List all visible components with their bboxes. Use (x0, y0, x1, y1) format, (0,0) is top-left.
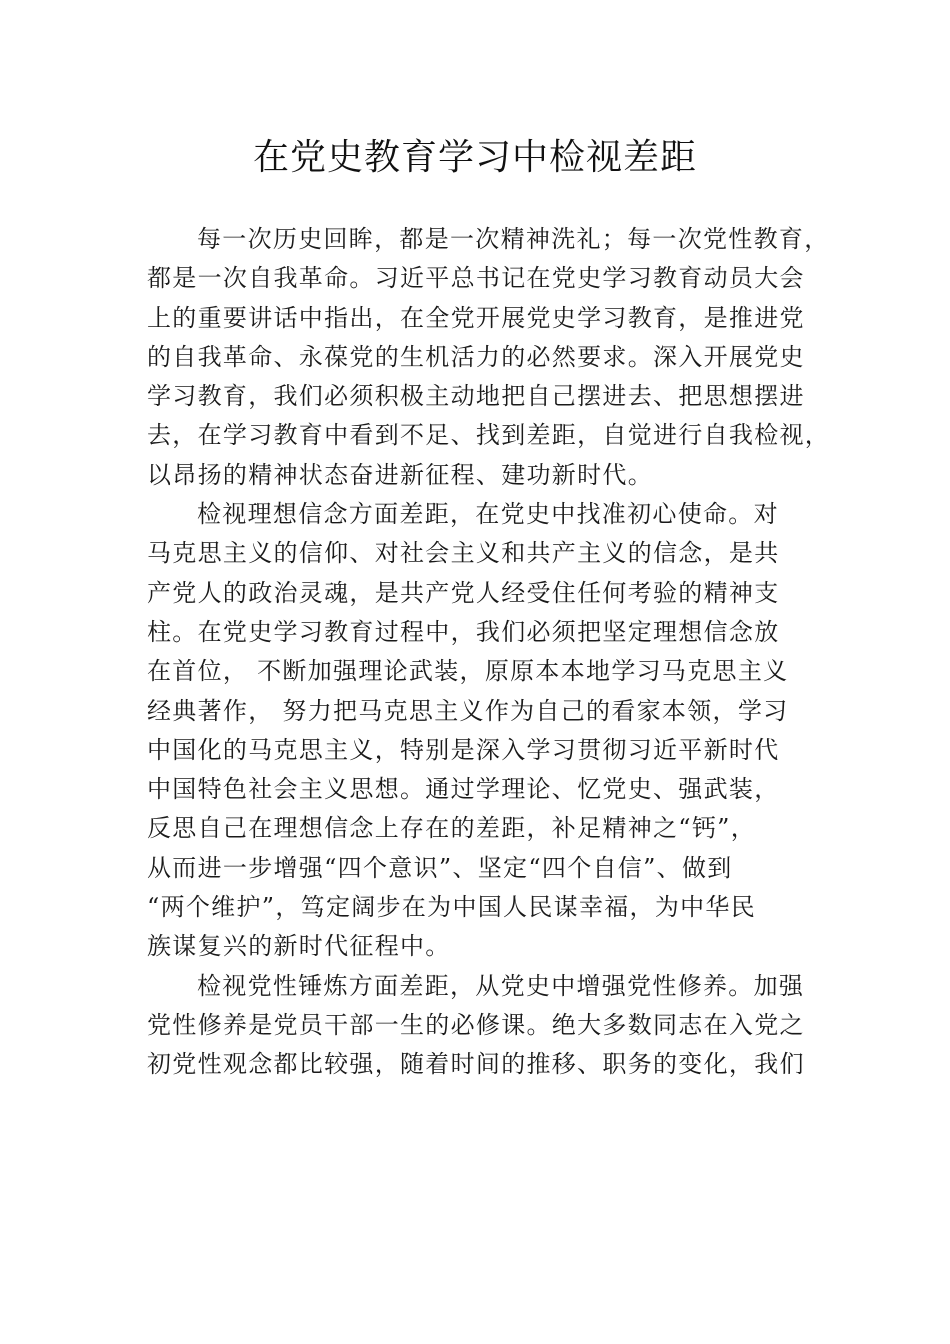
paragraph-line: 去，在学习教育中看到不足、找到差距，自觉进行自我检视， (147, 421, 831, 450)
paragraph-line: 反思自己在理想信念上存在的差距，补足精神之“钙”， (147, 814, 757, 843)
paragraph-line: 中国化的马克思主义，特别是深入学习贯彻习近平新时代 (147, 735, 780, 764)
paragraph-line: 的自我革命、永葆党的生机活力的必然要求。深入开展党史 (147, 342, 805, 371)
paragraph-line: 都是一次自我革命。习近平总书记在党史学习教育动员大会 (147, 264, 805, 293)
paragraph-3 (147, 967, 815, 1085)
paragraph-line: 柱。在党史学习教育过程中，我们必须把坚定理想信念放 (147, 617, 780, 646)
paragraph-line: 检视理想信念方面差距，在党史中找准初心使命。对 (197, 500, 779, 529)
document-title: 在党史教育学习中检视差距 (252, 137, 697, 178)
paragraph-line: 以昂扬的精神状态奋进新征程、建功新时代。 (147, 460, 653, 489)
paragraph-line: 马克思主义的信仰、对社会主义和共产主义的信念，是共 (147, 539, 780, 568)
paragraph-line: 每一次历史回眸，都是一次精神洗礼；每一次党性教育， (197, 225, 830, 253)
paragraph-line: 检视党性锤炼方面差距，从党史中增强党性修养。加强 (197, 971, 805, 1000)
paragraph-line: 经典著作， 努力把马克思主义作为自己的看家本领，学习 (147, 696, 789, 725)
paragraph-line: 党性修养是党员干部一生的必修课。绝大多数同志在入党之 (147, 1010, 805, 1039)
paragraph-line: 产党人的政治灵魂，是共产党人经受住任何考验的精神支 (147, 578, 780, 607)
paragraph-line: 上的重要讲话中指出，在全党开展党史学习教育，是推进党 (147, 303, 805, 332)
paragraph-line: 族谋复兴的新时代征程中。 (147, 932, 451, 961)
paragraph-line: 中国特色社会主义思想。通过学理论、忆党史、强武装， (147, 775, 780, 804)
paragraph-line: 学习教育，我们必须积极主动地把自己摆进去、把思想摆进 (147, 382, 805, 411)
paragraph-line: 从而进一步增强“四个意识”、坚定“四个自信”、做到 (147, 853, 733, 882)
paragraph-line: 在首位， 不断加强理论武装，原原本本地学习马克思主义 (147, 657, 789, 686)
paragraph-2 (147, 495, 815, 967)
paragraph-1 (147, 220, 831, 495)
paragraph-line: “两个维护”，笃定阔步在为中国人民谋幸福，为中华民 (147, 893, 757, 922)
paragraph-line: 初党性观念都比较强，随着时间的推移、职务的变化，我们 (147, 1050, 805, 1079)
document-body (147, 220, 831, 1085)
